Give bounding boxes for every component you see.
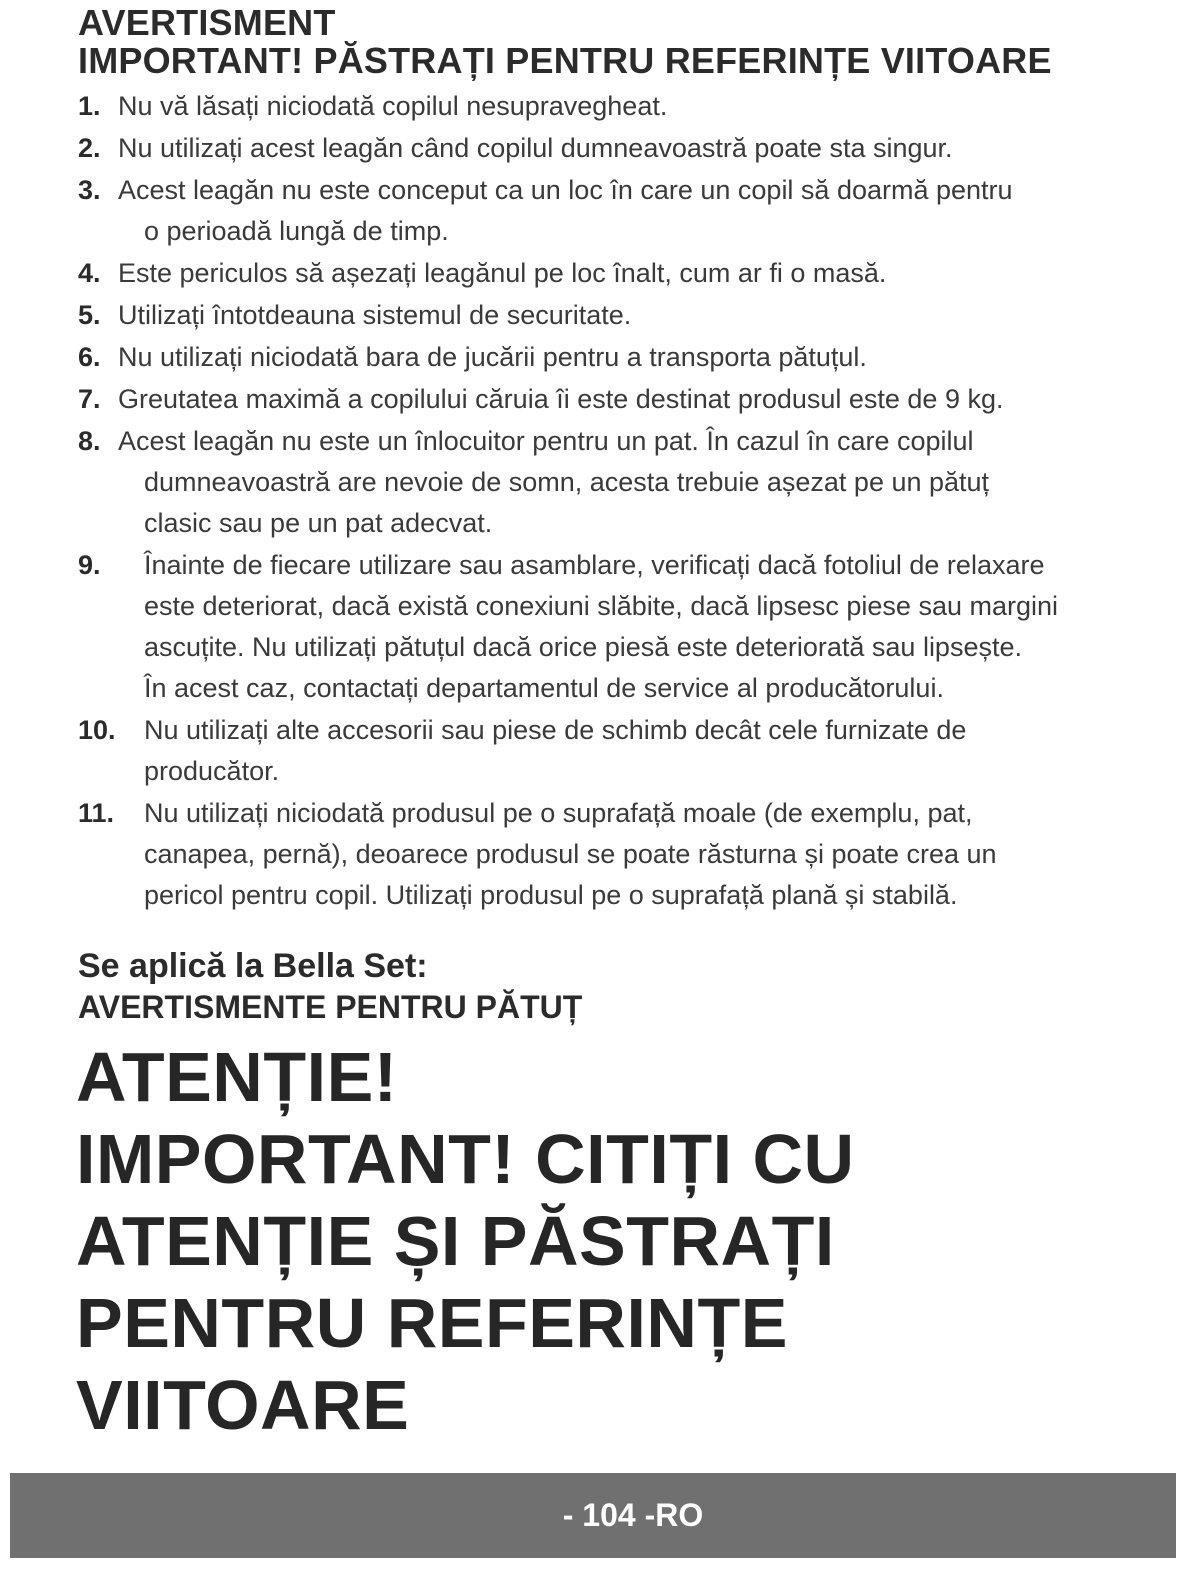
warning-number: 9. (78, 550, 101, 580)
warning-number: 3. (78, 175, 101, 205)
warning-number: 7. (78, 384, 101, 414)
warning-text: Acest leagăn nu este un înlocuitor pentru un pat. În cazul în care copilul (118, 426, 974, 456)
warning-text: Este periculos să așezați leagănul pe loc înalt, cum ar fi o masă. (118, 258, 887, 288)
header-subtitle: IMPORTANT! PĂSTRAȚI PENTRU REFERINȚE VIITOARE (78, 40, 1052, 81)
warning-number: 8. (78, 426, 101, 456)
warning-text: Nu utilizați alte accesorii sau piese de schimb decât cele furnizate de (144, 715, 967, 745)
warning-text: Acest leagăn nu este conceput ca un loc în care un copil să doarmă pentru (118, 175, 1013, 205)
attention-line: VIITOARE (76, 1366, 410, 1444)
warning-item-11 (78, 793, 1168, 916)
attention-line: PENTRU REFERINȚE (76, 1284, 788, 1362)
attention-line: ATENȚIE! (76, 1038, 398, 1116)
warnings-list (78, 86, 1168, 917)
warning-number: 6. (78, 342, 101, 372)
warning-text-continued: este deteriorat, dacă există conexiuni slăbite, dacă lipsesc piese sau margini (144, 591, 1059, 621)
warning-item-1 (78, 86, 1168, 127)
crib-warnings-title: AVERTISMENTE PENTRU PĂTUȚ (78, 989, 583, 1025)
warning-number: 1. (78, 91, 101, 121)
warning-text: Nu utilizați acest leagăn când copilul dumneavoastră poate sta singur. (118, 133, 953, 163)
warning-number: 2. (78, 133, 101, 163)
warning-text: Greutatea maximă a copilului căruia îi este destinat produsul este de 9 kg. (118, 384, 1004, 414)
warning-text-continued: canapea, pernă), deoarece produsul se poate răsturna și poate crea un (144, 839, 997, 869)
warning-number: 11. (78, 798, 115, 828)
warning-header (78, 4, 1168, 80)
warning-item-8 (78, 421, 1168, 544)
warning-item-7 (78, 379, 1168, 420)
warning-item-10 (78, 710, 1168, 792)
warning-number: 4. (78, 258, 101, 288)
warning-item-5 (78, 295, 1168, 336)
attention-banner (76, 1036, 1076, 1446)
header-title: AVERTISMENT (78, 2, 336, 43)
warning-text: Utilizați întotdeauna sistemul de securitate. (118, 300, 632, 330)
warning-text-continued: clasic sau pe un pat adecvat. (144, 508, 493, 538)
attention-line: ATENȚIE ȘI PĂSTRAȚI (76, 1202, 835, 1280)
warning-number: 10. (78, 715, 116, 745)
attention-line: IMPORTANT! CITIȚI CU (76, 1120, 855, 1198)
page-number: - 104 -RO (562, 1497, 704, 1533)
page-footer (10, 1473, 1176, 1558)
warning-text-continued: În acest caz, contactați departamentul de service al producătorului. (144, 673, 944, 703)
warning-text: Nu vă lăsați niciodată copilul nesupravegheat. (118, 91, 668, 121)
warning-item-6 (78, 337, 1168, 378)
warning-text: Nu utilizați niciodată produsul pe o suprafață moale (de exemplu, pat, (144, 798, 973, 828)
warning-text-continued: dumneavoastră are nevoie de somn, acesta trebuie așezat pe un pătuț (144, 467, 990, 497)
warning-item-4 (78, 253, 1168, 294)
warning-text: Înainte de fiecare utilizare sau asamblare, verificați dacă fotoliul de relaxare (144, 550, 1045, 580)
warning-text: Nu utilizați niciodată bara de jucării pentru a transporta pătuțul. (118, 342, 867, 372)
bella-applies-label: Se aplică la Bella Set: (78, 947, 428, 985)
warning-text-continued: ascuțite. Nu utilizați pătuțul dacă orice piesă este deteriorată sau lipsește. (144, 632, 1022, 662)
warning-item-2 (78, 128, 1168, 169)
warning-number: 5. (78, 300, 101, 330)
warning-item-3 (78, 170, 1168, 252)
warning-text-continued: producător. (144, 756, 280, 786)
bella-set-heading (78, 946, 1168, 1028)
warning-item-9 (78, 545, 1168, 709)
warning-text-continued: o perioadă lungă de timp. (144, 216, 449, 246)
warning-text-continued: pericol pentru copil. Utilizați produsul pe o suprafață plană și stabilă. (144, 880, 958, 910)
